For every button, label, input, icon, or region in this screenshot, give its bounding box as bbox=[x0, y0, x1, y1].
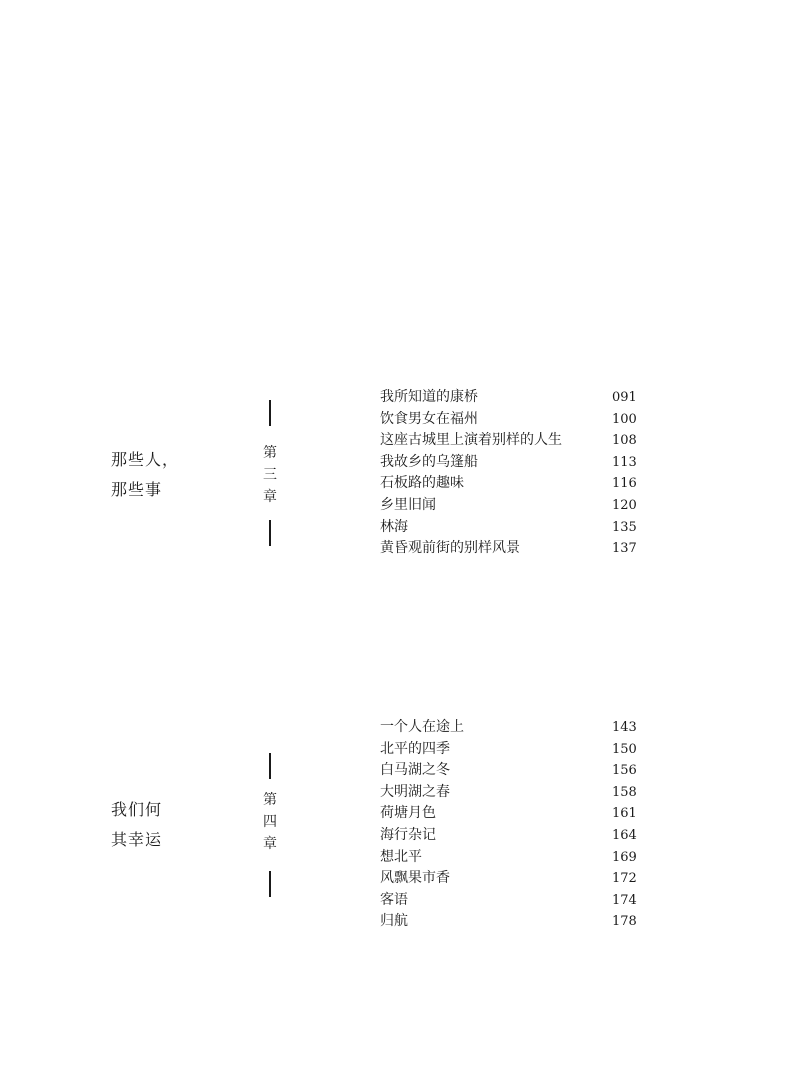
toc-entry[interactable] bbox=[380, 430, 640, 452]
toc-entry[interactable] bbox=[380, 517, 640, 539]
toc-entry-title: 风飘果市香 bbox=[380, 870, 450, 887]
chapter-label: 第 三 章 bbox=[263, 445, 277, 505]
toc-entry-title: 想北平 bbox=[380, 848, 422, 865]
section-title: 我们何 其幸运 bbox=[111, 800, 163, 849]
toc-entry-page: 135 bbox=[612, 519, 637, 535]
toc-entry-title: 北平的四季 bbox=[380, 740, 450, 757]
toc-entry-page: 108 bbox=[612, 433, 637, 449]
toc-entry-title: 林海 bbox=[380, 518, 408, 535]
toc-entry-title: 荷塘月色 bbox=[380, 805, 436, 822]
toc-entry-page: 091 bbox=[612, 390, 637, 405]
toc-entry[interactable] bbox=[380, 868, 640, 890]
toc-entry-page: 100 bbox=[612, 411, 637, 427]
toc-entry-page: 156 bbox=[612, 763, 637, 779]
toc-entry-page: 158 bbox=[612, 784, 637, 800]
toc-entry[interactable] bbox=[380, 473, 640, 495]
toc-entry-title: 我故乡的乌篷船 bbox=[380, 453, 478, 470]
toc-entry-page: 161 bbox=[612, 806, 637, 822]
toc-entry[interactable] bbox=[380, 387, 640, 409]
section-title: 那些人， 那些事 bbox=[111, 450, 180, 499]
toc-entry-title: 石板路的趣味 bbox=[380, 475, 464, 492]
toc-entry[interactable] bbox=[380, 739, 640, 761]
toc-entry-page: 116 bbox=[612, 476, 637, 492]
toc-entry-page: 178 bbox=[612, 914, 637, 930]
chapter-marker-top-line bbox=[269, 753, 271, 779]
chapter-label: 第 四 章 bbox=[263, 792, 277, 852]
chapter-marker-top-line bbox=[269, 400, 271, 426]
toc-entry[interactable] bbox=[380, 782, 640, 804]
toc-entry-title: 一个人在途上 bbox=[380, 719, 464, 735]
toc-entry-page: 172 bbox=[612, 871, 637, 887]
toc-entry[interactable] bbox=[380, 825, 640, 847]
chapter-marker-bottom-line bbox=[269, 871, 271, 897]
toc-entry[interactable] bbox=[380, 409, 640, 431]
toc-entry-title: 客语 bbox=[380, 891, 408, 908]
toc-entry[interactable] bbox=[380, 803, 640, 825]
toc-entry-title: 黄昏观前街的别样风景 bbox=[380, 540, 520, 557]
toc-entry-title: 归航 bbox=[380, 913, 408, 930]
toc-list bbox=[380, 387, 640, 560]
toc-entry-page: 150 bbox=[612, 741, 637, 757]
toc-entry[interactable] bbox=[380, 495, 640, 517]
toc-entry-title: 饮食男女在福州 bbox=[380, 410, 478, 427]
toc-entry-title: 我所知道的康桥 bbox=[380, 389, 478, 405]
toc-entry-page: 169 bbox=[612, 849, 637, 865]
toc-entry[interactable] bbox=[380, 760, 640, 782]
toc-entry-title: 乡里旧闻 bbox=[380, 496, 436, 513]
toc-entry-page: 143 bbox=[612, 720, 637, 735]
toc-entry-title: 大明湖之春 bbox=[380, 783, 450, 800]
toc-entry[interactable] bbox=[380, 452, 640, 474]
toc-entry[interactable] bbox=[380, 538, 640, 560]
toc-entry-title: 白马湖之冬 bbox=[380, 762, 450, 779]
toc-entry-page: 113 bbox=[612, 454, 637, 470]
toc-entry-title: 海行杂记 bbox=[380, 826, 436, 843]
toc-entry[interactable] bbox=[380, 890, 640, 912]
toc-list bbox=[380, 717, 640, 933]
toc-entry-page: 137 bbox=[612, 541, 637, 557]
toc-entry[interactable] bbox=[380, 847, 640, 869]
chapter-marker-bottom-line bbox=[269, 520, 271, 546]
toc-entry-page: 120 bbox=[612, 497, 637, 513]
toc-entry-page: 174 bbox=[612, 892, 637, 908]
toc-entry-page: 164 bbox=[612, 827, 637, 843]
toc-entry[interactable] bbox=[380, 717, 640, 739]
toc-entry[interactable] bbox=[380, 911, 640, 933]
toc-entry-title: 这座古城里上演着别样的人生 bbox=[380, 432, 562, 449]
